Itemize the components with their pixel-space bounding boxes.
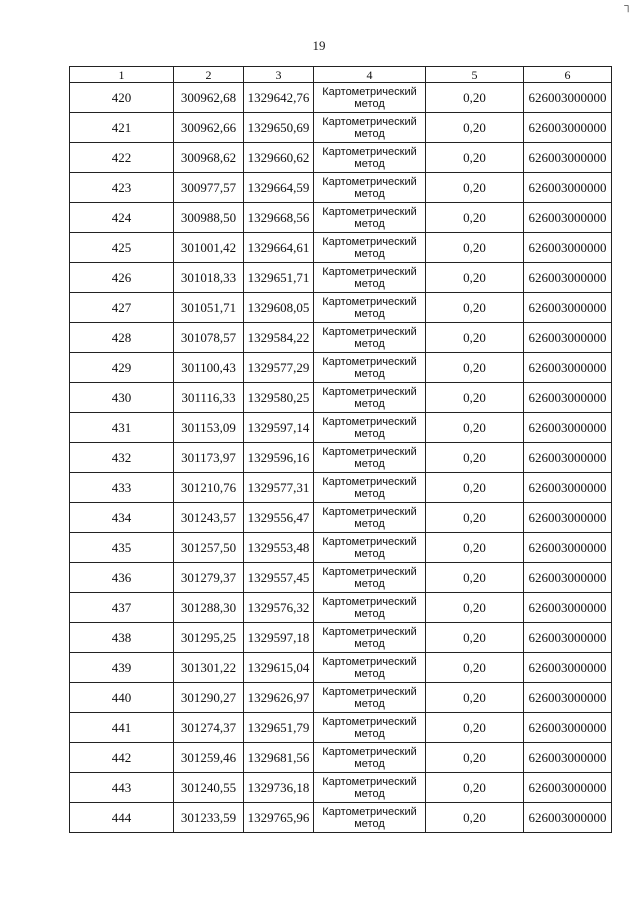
method-cell: [314, 563, 426, 593]
method-line2: метод: [354, 367, 385, 380]
x-coordinate-cell: 301259,46: [174, 743, 244, 773]
point-number-cell: 434: [70, 503, 174, 533]
table-row: [70, 533, 612, 563]
header-cell: 3: [244, 67, 314, 83]
method-line2: метод: [354, 667, 385, 680]
x-coordinate-cell: 301257,50: [174, 533, 244, 563]
method-line2: метод: [354, 547, 385, 560]
accuracy-cell: 0,20: [426, 353, 524, 383]
x-coordinate-cell: 300977,57: [174, 173, 244, 203]
method-line1: Картометрический: [322, 415, 417, 428]
table-row: [70, 203, 612, 233]
accuracy-cell: 0,20: [426, 713, 524, 743]
y-coordinate-cell: 1329556,47: [244, 503, 314, 533]
accuracy-cell: 0,20: [426, 143, 524, 173]
x-coordinate-cell: 301279,37: [174, 563, 244, 593]
code-cell: 626003000000: [524, 443, 612, 473]
table-row: [70, 623, 612, 653]
table-row: [70, 653, 612, 683]
method-line1: Картометрический: [322, 565, 417, 578]
method-line2: метод: [354, 757, 385, 770]
x-coordinate-cell: 300962,66: [174, 113, 244, 143]
method-cell: [314, 83, 426, 113]
method-line2: метод: [354, 307, 385, 320]
accuracy-cell: 0,20: [426, 563, 524, 593]
method-line2: метод: [354, 217, 385, 230]
table-row: [70, 353, 612, 383]
point-number-cell: 431: [70, 413, 174, 443]
header-cell: 6: [524, 67, 612, 83]
table-row: [70, 683, 612, 713]
x-coordinate-cell: 301233,59: [174, 803, 244, 833]
y-coordinate-cell: 1329553,48: [244, 533, 314, 563]
y-coordinate-cell: 1329650,69: [244, 113, 314, 143]
x-coordinate-cell: 301243,57: [174, 503, 244, 533]
y-coordinate-cell: 1329664,59: [244, 173, 314, 203]
x-coordinate-cell: 301290,27: [174, 683, 244, 713]
x-coordinate-cell: 301001,42: [174, 233, 244, 263]
table-row: [70, 323, 612, 353]
y-coordinate-cell: 1329642,76: [244, 83, 314, 113]
method-cell: [314, 113, 426, 143]
method-line1: Картометрический: [322, 115, 417, 128]
header-cell: 2: [174, 67, 244, 83]
code-cell: 626003000000: [524, 743, 612, 773]
method-cell: [314, 143, 426, 173]
method-cell: [314, 593, 426, 623]
x-coordinate-cell: 301153,09: [174, 413, 244, 443]
table-body: [70, 83, 612, 833]
method-cell: [314, 743, 426, 773]
y-coordinate-cell: 1329660,62: [244, 143, 314, 173]
x-coordinate-cell: 301210,76: [174, 473, 244, 503]
header-cell: 1: [70, 67, 174, 83]
accuracy-cell: 0,20: [426, 473, 524, 503]
y-coordinate-cell: 1329626,97: [244, 683, 314, 713]
y-coordinate-cell: 1329597,14: [244, 413, 314, 443]
accuracy-cell: 0,20: [426, 83, 524, 113]
point-number-cell: 427: [70, 293, 174, 323]
table-row: [70, 143, 612, 173]
method-cell: [314, 353, 426, 383]
method-cell: [314, 383, 426, 413]
table-row: [70, 173, 612, 203]
method-cell: [314, 533, 426, 563]
x-coordinate-cell: 301051,71: [174, 293, 244, 323]
point-number-cell: 437: [70, 593, 174, 623]
x-coordinate-cell: 301288,30: [174, 593, 244, 623]
x-coordinate-cell: 301295,25: [174, 623, 244, 653]
method-cell: [314, 203, 426, 233]
point-number-cell: 439: [70, 653, 174, 683]
accuracy-cell: 0,20: [426, 443, 524, 473]
method-line1: Картометрический: [322, 175, 417, 188]
method-line2: метод: [354, 277, 385, 290]
method-cell: [314, 173, 426, 203]
method-line1: Картометрический: [322, 685, 417, 698]
method-line2: метод: [354, 157, 385, 170]
method-line2: метод: [354, 187, 385, 200]
code-cell: 626003000000: [524, 263, 612, 293]
point-number-cell: 444: [70, 803, 174, 833]
point-number-cell: 422: [70, 143, 174, 173]
code-cell: 626003000000: [524, 683, 612, 713]
table-row: [70, 563, 612, 593]
method-cell: [314, 803, 426, 833]
x-coordinate-cell: 300962,68: [174, 83, 244, 113]
code-cell: 626003000000: [524, 203, 612, 233]
method-line2: метод: [354, 127, 385, 140]
method-line2: метод: [354, 337, 385, 350]
method-line1: Картометрический: [322, 655, 417, 668]
method-line1: Картометрический: [322, 295, 417, 308]
page-number: 19: [312, 38, 326, 53]
code-cell: 626003000000: [524, 113, 612, 143]
point-number-cell: 429: [70, 353, 174, 383]
method-line1: Картометрический: [322, 235, 417, 248]
point-number-cell: 424: [70, 203, 174, 233]
method-line2: метод: [354, 427, 385, 440]
table-row: [70, 773, 612, 803]
accuracy-cell: 0,20: [426, 383, 524, 413]
method-cell: [314, 413, 426, 443]
code-cell: 626003000000: [524, 143, 612, 173]
code-cell: 626003000000: [524, 653, 612, 683]
y-coordinate-cell: 1329668,56: [244, 203, 314, 233]
code-cell: 626003000000: [524, 593, 612, 623]
point-number-cell: 428: [70, 323, 174, 353]
code-cell: 626003000000: [524, 233, 612, 263]
y-coordinate-cell: 1329608,05: [244, 293, 314, 323]
point-number-cell: 436: [70, 563, 174, 593]
method-line2: метод: [354, 517, 385, 530]
x-coordinate-cell: 300988,50: [174, 203, 244, 233]
table-row: [70, 593, 612, 623]
method-line1: Картометрический: [322, 625, 417, 638]
y-coordinate-cell: 1329577,29: [244, 353, 314, 383]
accuracy-cell: 0,20: [426, 503, 524, 533]
point-number-cell: 430: [70, 383, 174, 413]
method-line1: Картометрический: [322, 505, 417, 518]
code-cell: 626003000000: [524, 353, 612, 383]
accuracy-cell: 0,20: [426, 293, 524, 323]
method-line1: Картометрический: [322, 535, 417, 548]
method-line2: метод: [354, 697, 385, 710]
method-line1: Картометрический: [322, 385, 417, 398]
accuracy-cell: 0,20: [426, 263, 524, 293]
table-row: [70, 113, 612, 143]
point-number-cell: 443: [70, 773, 174, 803]
code-cell: 626003000000: [524, 563, 612, 593]
accuracy-cell: 0,20: [426, 803, 524, 833]
code-cell: 626003000000: [524, 623, 612, 653]
y-coordinate-cell: 1329615,04: [244, 653, 314, 683]
method-line1: Картометрический: [322, 745, 417, 758]
method-line2: метод: [354, 817, 385, 830]
point-number-cell: 425: [70, 233, 174, 263]
method-cell: [314, 263, 426, 293]
method-line1: Картометрический: [322, 475, 417, 488]
code-cell: 626003000000: [524, 473, 612, 503]
point-number-cell: 423: [70, 173, 174, 203]
code-cell: 626003000000: [524, 173, 612, 203]
method-line1: Картометрический: [322, 265, 417, 278]
method-line1: Картометрический: [322, 595, 417, 608]
method-cell: [314, 623, 426, 653]
method-cell: [314, 773, 426, 803]
header-cell: 4: [314, 67, 426, 83]
code-cell: 626003000000: [524, 503, 612, 533]
accuracy-cell: 0,20: [426, 533, 524, 563]
table-row: [70, 413, 612, 443]
y-coordinate-cell: 1329736,18: [244, 773, 314, 803]
x-coordinate-cell: 301100,43: [174, 353, 244, 383]
y-coordinate-cell: 1329580,25: [244, 383, 314, 413]
point-number-cell: 433: [70, 473, 174, 503]
y-coordinate-cell: 1329681,56: [244, 743, 314, 773]
method-line1: Картометрический: [322, 715, 417, 728]
x-coordinate-cell: 301116,33: [174, 383, 244, 413]
method-cell: [314, 323, 426, 353]
method-cell: [314, 653, 426, 683]
point-number-cell: 421: [70, 113, 174, 143]
code-cell: 626003000000: [524, 713, 612, 743]
x-coordinate-cell: 301301,22: [174, 653, 244, 683]
method-cell: [314, 503, 426, 533]
code-cell: 626003000000: [524, 323, 612, 353]
y-coordinate-cell: 1329577,31: [244, 473, 314, 503]
y-coordinate-cell: 1329664,61: [244, 233, 314, 263]
method-line2: метод: [354, 97, 385, 110]
x-coordinate-cell: 301240,55: [174, 773, 244, 803]
table-row: [70, 293, 612, 323]
code-cell: 626003000000: [524, 773, 612, 803]
method-line1: Картометрический: [322, 145, 417, 158]
method-line1: Картометрический: [322, 445, 417, 458]
table-header-row: [70, 67, 612, 83]
y-coordinate-cell: 1329597,18: [244, 623, 314, 653]
table-row: [70, 383, 612, 413]
accuracy-cell: 0,20: [426, 203, 524, 233]
method-line2: метод: [354, 577, 385, 590]
method-line1: Картометрический: [322, 85, 417, 98]
accuracy-cell: 0,20: [426, 623, 524, 653]
accuracy-cell: 0,20: [426, 173, 524, 203]
method-line2: метод: [354, 457, 385, 470]
method-line1: Картометрический: [322, 805, 417, 818]
method-line1: Картометрический: [322, 355, 417, 368]
code-cell: 626003000000: [524, 413, 612, 443]
table-row: [70, 743, 612, 773]
table-row: [70, 713, 612, 743]
code-cell: 626003000000: [524, 293, 612, 323]
point-number-cell: 438: [70, 623, 174, 653]
table-row: [70, 503, 612, 533]
point-number-cell: 426: [70, 263, 174, 293]
y-coordinate-cell: 1329576,32: [244, 593, 314, 623]
method-line1: Картометрический: [322, 205, 417, 218]
point-number-cell: 440: [70, 683, 174, 713]
table-row: [70, 473, 612, 503]
method-line2: метод: [354, 637, 385, 650]
point-number-cell: 435: [70, 533, 174, 563]
x-coordinate-cell: 301018,33: [174, 263, 244, 293]
method-line2: метод: [354, 607, 385, 620]
table-row: [70, 83, 612, 113]
code-cell: 626003000000: [524, 533, 612, 563]
x-coordinate-cell: 301173,97: [174, 443, 244, 473]
y-coordinate-cell: 1329765,96: [244, 803, 314, 833]
method-cell: [314, 683, 426, 713]
method-cell: [314, 443, 426, 473]
accuracy-cell: 0,20: [426, 413, 524, 443]
code-cell: 626003000000: [524, 383, 612, 413]
method-line2: метод: [354, 397, 385, 410]
header-cell: 5: [426, 67, 524, 83]
accuracy-cell: 0,20: [426, 743, 524, 773]
coordinates-table: [69, 66, 612, 833]
x-coordinate-cell: 301274,37: [174, 713, 244, 743]
point-number-cell: 441: [70, 713, 174, 743]
method-cell: [314, 293, 426, 323]
accuracy-cell: 0,20: [426, 113, 524, 143]
method-cell: [314, 473, 426, 503]
method-line2: метод: [354, 247, 385, 260]
corner-mark: ┐: [624, 0, 632, 12]
accuracy-cell: 0,20: [426, 233, 524, 263]
table-row: [70, 803, 612, 833]
accuracy-cell: 0,20: [426, 773, 524, 803]
y-coordinate-cell: 1329557,45: [244, 563, 314, 593]
method-line1: Картометрический: [322, 325, 417, 338]
y-coordinate-cell: 1329584,22: [244, 323, 314, 353]
point-number-cell: 420: [70, 83, 174, 113]
y-coordinate-cell: 1329596,16: [244, 443, 314, 473]
method-line2: метод: [354, 727, 385, 740]
code-cell: 626003000000: [524, 803, 612, 833]
method-line2: метод: [354, 487, 385, 500]
table-row: [70, 263, 612, 293]
accuracy-cell: 0,20: [426, 593, 524, 623]
table-row: [70, 443, 612, 473]
y-coordinate-cell: 1329651,71: [244, 263, 314, 293]
x-coordinate-cell: 301078,57: [174, 323, 244, 353]
x-coordinate-cell: 300968,62: [174, 143, 244, 173]
method-line1: Картометрический: [322, 775, 417, 788]
accuracy-cell: 0,20: [426, 683, 524, 713]
table-row: [70, 233, 612, 263]
y-coordinate-cell: 1329651,79: [244, 713, 314, 743]
point-number-cell: 442: [70, 743, 174, 773]
point-number-cell: 432: [70, 443, 174, 473]
method-cell: [314, 713, 426, 743]
accuracy-cell: 0,20: [426, 653, 524, 683]
accuracy-cell: 0,20: [426, 323, 524, 353]
code-cell: 626003000000: [524, 83, 612, 113]
method-cell: [314, 233, 426, 263]
method-line2: метод: [354, 787, 385, 800]
